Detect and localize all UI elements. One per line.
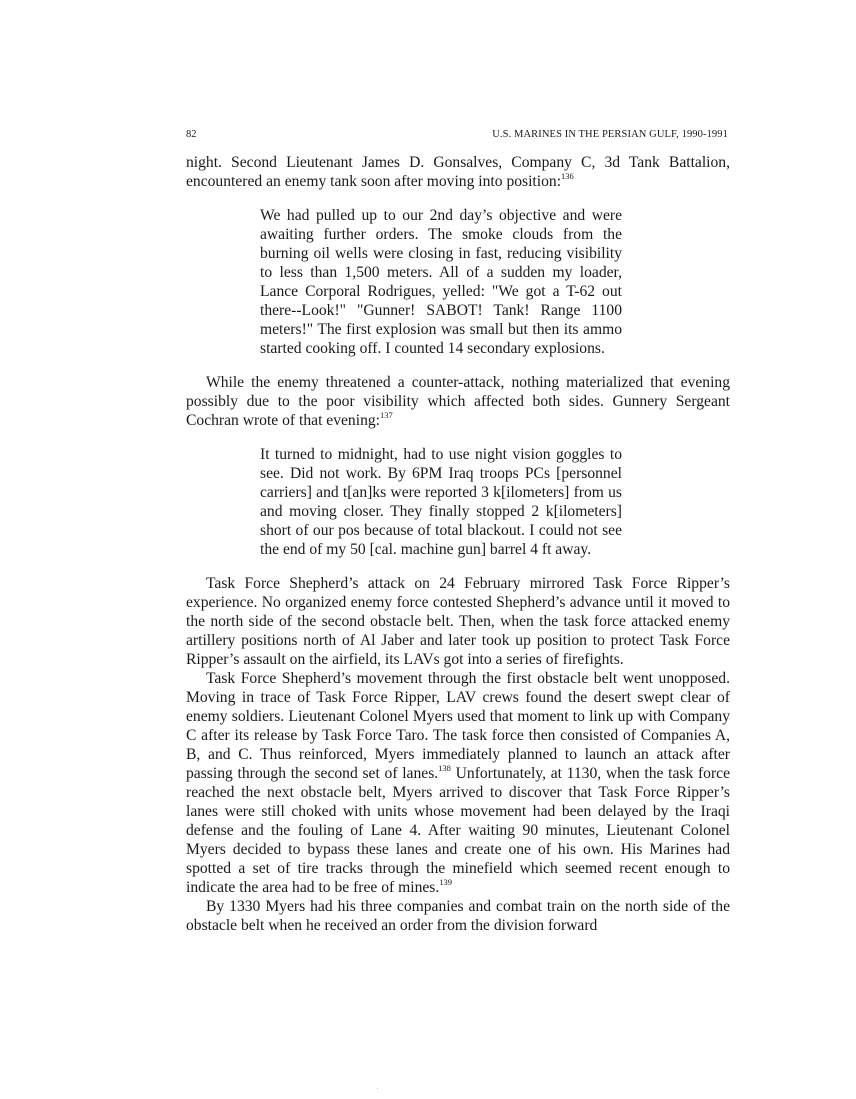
block-quote	[260, 445, 622, 559]
page-number: 82	[186, 129, 197, 140]
block-quote	[260, 206, 622, 358]
running-header	[186, 128, 730, 142]
paragraph	[186, 153, 730, 191]
footnote-marker: 137	[380, 410, 393, 420]
running-title: U.S. MARINES IN THE PERSIAN GULF, 1990-1991	[492, 129, 728, 140]
paragraph	[186, 574, 730, 669]
paragraph-text: While the enemy threatened a counter-attack, nothing materialized that evening possibly due to the poor visibility which affected both sides. Gunnery Sergeant Cochran wrote of that evening:	[186, 374, 730, 429]
paragraph	[186, 897, 730, 935]
scan-speck	[377, 1088, 378, 1089]
paragraph	[186, 373, 730, 430]
footnote-marker: 136	[561, 171, 574, 181]
paragraph-text: Task Force Shepherd’s movement through the first obstacle belt went unopposed. Moving in trace of Task Force Ripper, LAV crews found the desert swept clear of enemy soldiers. Lieutenant Colonel Myers used that moment to link up with Company C after its release by Task Force Taro. The task force then consisted of Companies A, B, and C. Thus reinforced, Myers immediately planned to launch an attack after passing through the second set of lanes.	[186, 670, 730, 782]
footnote-marker: 138	[438, 763, 451, 773]
quote-text: We had pulled up to our 2nd day’s objective and were awaiting further orders. The smoke clouds from the burning oil wells were closing in fast, reducing visibility to less than 1,500 meters. All of a sudden my loader, Lance Corporal Rodrigues, yelled: "We got a T-62 out there--Look!" "Gunner! SABOT! Tank! Range 1100 meters!" The first explosion was small but then its ammo started cooking off. I counted 14 secondary explosions.	[260, 207, 622, 357]
paragraph-text: By 1330 Myers had his three companies and combat train on the north side of the obstacle belt when he received an order from the division forward	[186, 898, 730, 934]
paragraph-text: Unfortunately, at 1130, when the task force reached the next obstacle belt, Myers arrived to discover that Task Force Ripper’s lanes were still choked with units whose movement had been delayed by the Iraqi defense and the fouling of Lane 4. After waiting 90 minutes, Lieutenant Colonel Myers decided to bypass these lanes and create one of his own. His Marines had spotted a set of tire tracks through the minefield which seemed recent enough to indicate the area had to be free of mines.	[186, 765, 730, 896]
paragraph-text: Task Force Shepherd’s attack on 24 February mirrored Task Force Ripper’s experience. No organized enemy force contested Shepherd’s advance until it moved to the north side of the second obstacle belt. Then, when the task force attacked enemy artillery positions north of Al Jaber and later took up position to protect Task Force Ripper’s assault on the airfield, its LAVs got into a series of firefights.	[186, 575, 730, 668]
body-text	[186, 153, 730, 935]
paragraph	[186, 669, 730, 897]
footnote-marker: 139	[439, 877, 453, 887]
paragraph-text: night. Second Lieutenant James D. Gonsalves, Company C, 3d Tank Battalion, encountered an enemy tank soon after moving into position:	[186, 154, 730, 190]
quote-text: It turned to midnight, had to use night vision goggles to see. Did not work. By 6PM Iraq troops PCs [personnel carriers] and t[an]ks were reported 3 k[ilometers] from us and moving closer. They finally stopped 2 k[ilometers] short of our pos because of total blackout. I could not see the end of my 50 [cal. machine gun] barrel 4 ft away.	[260, 446, 622, 558]
